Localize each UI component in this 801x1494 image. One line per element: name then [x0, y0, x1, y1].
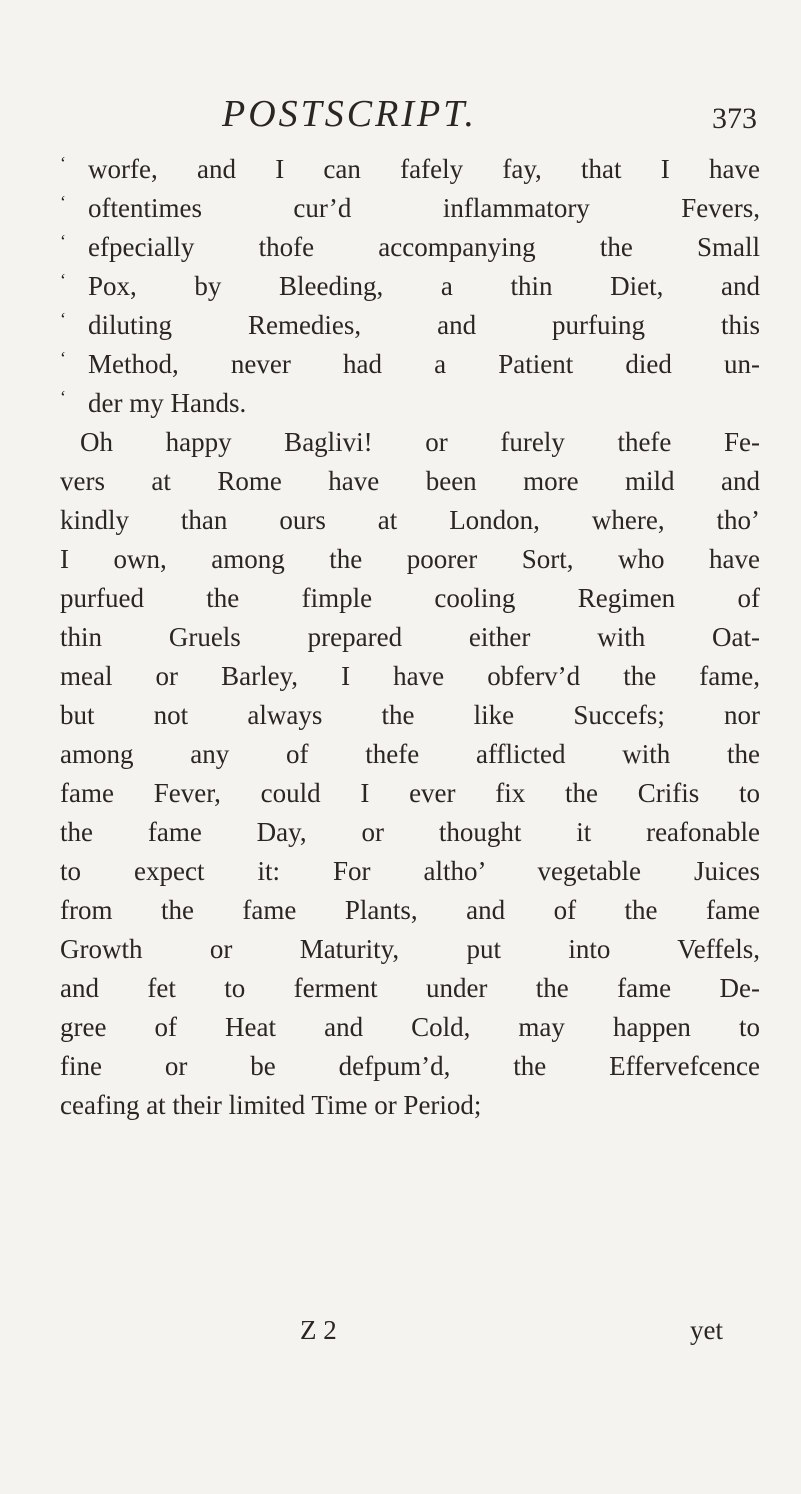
text-line — [60, 267, 760, 306]
line-text: purfued the fimple cooling Regimen of — [60, 583, 760, 613]
page-header — [0, 92, 801, 152]
text-line — [60, 813, 760, 852]
line-text: kindly than ours at London, where, tho’ — [60, 505, 760, 535]
line-text: vers at Rome have been more mild and — [60, 466, 760, 496]
line-text: diluting Remedies, and purfuing this — [88, 310, 760, 340]
quote-mark: ‘ — [60, 309, 66, 329]
text-line — [60, 501, 760, 540]
quote-mark: ‘ — [60, 387, 66, 407]
text-line — [60, 774, 760, 813]
text-line — [60, 735, 760, 774]
text-line — [60, 1047, 760, 1086]
text-line — [60, 1086, 760, 1125]
line-text: Pox, by Bleeding, a thin Diet, and — [88, 271, 760, 301]
body-text — [60, 150, 760, 1125]
line-text: thin Gruels prepared either with Oat- — [60, 622, 760, 652]
text-line — [60, 306, 760, 345]
text-line — [60, 150, 760, 189]
text-line — [60, 969, 760, 1008]
line-text: gree of Heat and Cold, may happen to — [60, 1012, 760, 1042]
line-text: efpecially thofe accompanying the Small — [88, 232, 760, 262]
text-line — [60, 462, 760, 501]
page-number: 373 — [712, 102, 757, 135]
text-line — [60, 345, 760, 384]
text-line — [60, 579, 760, 618]
line-text: and fet to ferment under the fame De- — [60, 973, 760, 1003]
line-text: Oh happy Baglivi! or furely thefe Fe- — [80, 427, 760, 457]
line-text: Growth or Maturity, put into Veffels, — [60, 934, 760, 964]
line-text: to expect it: For altho’ vegetable Juices — [60, 856, 760, 886]
quote-mark: ‘ — [60, 348, 66, 368]
quote-mark: ‘ — [60, 192, 66, 212]
line-text: I own, among the poorer Sort, who have — [60, 544, 760, 574]
catchword: yet — [690, 1315, 723, 1345]
line-text: meal or Barley, I have obferv’d the fame, — [60, 661, 760, 691]
line-text: worfe, and I can fafely fay, that I have — [88, 154, 760, 184]
text-line — [60, 1008, 760, 1047]
line-text: fame Fever, could I ever fix the Crifis to — [60, 778, 760, 808]
quote-mark: ‘ — [60, 270, 66, 290]
line-text: from the fame Plants, and of the fame — [60, 895, 760, 925]
line-text: oftentimes cur’d inflammatory Fevers, — [88, 193, 760, 223]
quote-mark: ‘ — [60, 231, 66, 251]
text-line — [60, 618, 760, 657]
text-line — [60, 189, 760, 228]
line-text: der my Hands. — [88, 388, 247, 418]
text-line — [60, 657, 760, 696]
text-line — [60, 891, 760, 930]
line-text: among any of thefe afflicted with the — [60, 739, 760, 769]
running-title: POSTSCRIPT. — [222, 93, 478, 135]
line-text: the fame Day, or thought it reafonable — [60, 817, 760, 847]
line-text: ceafing at their limited Time or Period; — [60, 1090, 482, 1120]
quote-mark: ‘ — [60, 153, 66, 173]
text-line — [60, 540, 760, 579]
text-line — [60, 423, 760, 462]
text-line — [60, 696, 760, 735]
line-text: fine or be defpum’d, the Effervefcence — [60, 1051, 760, 1081]
text-line — [60, 228, 760, 267]
text-line — [60, 384, 760, 423]
line-text: Method, never had a Patient died un- — [88, 349, 760, 379]
line-text: but not always the like Succefs; nor — [60, 700, 760, 730]
text-line — [60, 852, 760, 891]
signature-mark: Z 2 — [300, 1315, 337, 1345]
page-footer — [0, 1315, 801, 1355]
text-line — [60, 930, 760, 969]
